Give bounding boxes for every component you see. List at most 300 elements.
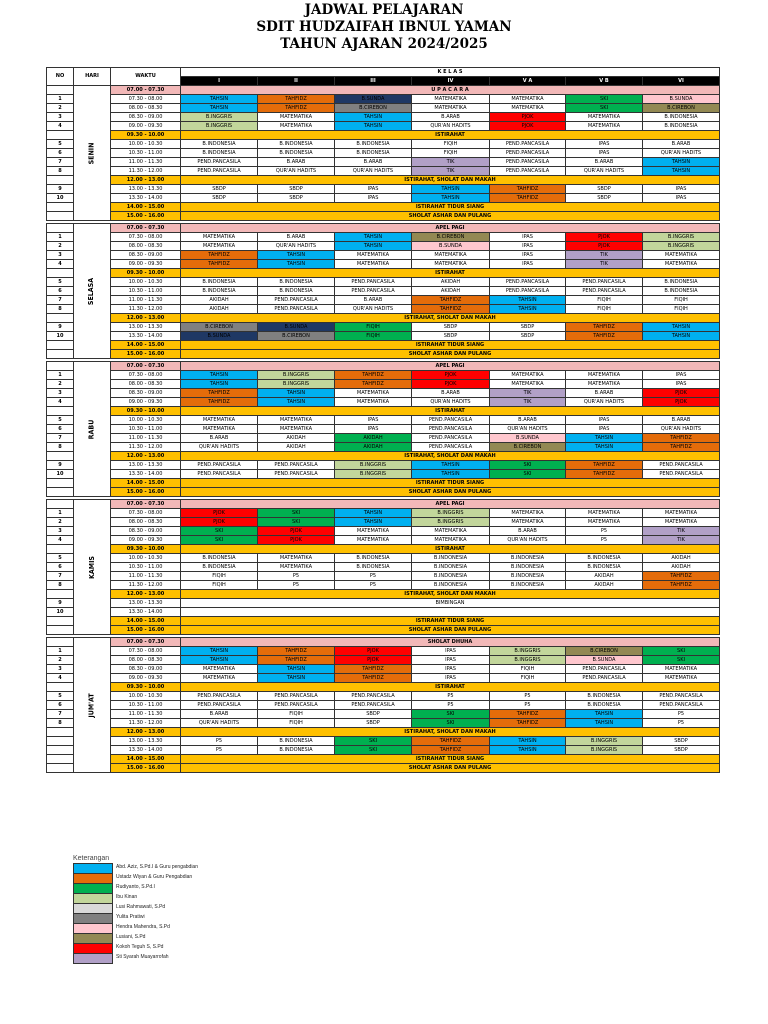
subject-cell: B.INGGRIS bbox=[181, 113, 258, 122]
span-cell: SHOLAT ASHAR DAN PULANG bbox=[181, 350, 720, 359]
subject-cell: B.INDONESIA bbox=[643, 122, 720, 131]
schedule-row bbox=[47, 674, 720, 683]
subject-cell: PJOK bbox=[643, 389, 720, 398]
period-number: 3 bbox=[47, 527, 74, 536]
subject-cell: SBDP bbox=[490, 323, 566, 332]
span-cell: SHOLAT DHUHA bbox=[181, 638, 720, 647]
subject-cell: SKI bbox=[566, 104, 643, 113]
subject-cell: MATEMATIKA bbox=[412, 527, 490, 536]
span-cell: ISTIRAHAT, SHOLAT DAN MAKAH bbox=[181, 452, 720, 461]
subject-cell: AKIDAH bbox=[181, 305, 258, 314]
subject-cell: TAHFIDZ bbox=[181, 260, 258, 269]
subject-cell: B.INDONESIA bbox=[643, 278, 720, 287]
subject-cell: MATEMATIKA bbox=[566, 113, 643, 122]
period-number: 7 bbox=[47, 572, 74, 581]
subject-cell: AKIDAH bbox=[335, 434, 412, 443]
subject-cell: PEND.PANCASILA bbox=[181, 701, 258, 710]
schedule-row bbox=[47, 194, 720, 203]
time-slot: 09.30 - 10.00 bbox=[111, 269, 181, 278]
schedule-row bbox=[47, 479, 720, 488]
span-cell: U P A C A R A bbox=[181, 86, 720, 95]
subject-cell: SKI bbox=[643, 647, 720, 656]
subject-cell: PEND.PANCASILA bbox=[335, 701, 412, 710]
schedule-row bbox=[47, 638, 720, 647]
subject-cell: PEND.PANCASILA bbox=[412, 416, 490, 425]
subject-cell: PEND.PANCASILA bbox=[258, 461, 335, 470]
subject-cell: MATEMATIKA bbox=[490, 380, 566, 389]
period-number bbox=[47, 764, 74, 773]
subject-cell: B.ARAB bbox=[566, 389, 643, 398]
subject-cell: PJOK bbox=[335, 647, 412, 656]
subject-cell: B.INDONESIA bbox=[566, 692, 643, 701]
schedule-row bbox=[47, 701, 720, 710]
legend-teacher: Kokoh Teguh S, S.Pd bbox=[116, 944, 164, 950]
subject-cell: PEND.PANCASILA bbox=[412, 425, 490, 434]
period-number bbox=[47, 341, 74, 350]
period-number: 8 bbox=[47, 305, 74, 314]
subject-cell: FIQIH bbox=[412, 140, 490, 149]
subject-cell: PJOK bbox=[181, 518, 258, 527]
subject-cell: MATEMATIKA bbox=[490, 104, 566, 113]
span-cell: BIMBINGAN bbox=[181, 599, 720, 608]
schedule-row bbox=[47, 140, 720, 149]
subject-cell: QUR'AN HADITS bbox=[181, 443, 258, 452]
subject-cell: MATEMATIKA bbox=[181, 425, 258, 434]
time-slot: 10.30 - 11.00 bbox=[111, 287, 181, 296]
subject-cell: AKIDAH bbox=[181, 296, 258, 305]
subject-cell: B.ARAB bbox=[258, 233, 335, 242]
period-number: 6 bbox=[47, 563, 74, 572]
schedule-row bbox=[47, 371, 720, 380]
subject-cell: B.INDONESIA bbox=[258, 278, 335, 287]
header-no: NO bbox=[47, 68, 74, 86]
subject-cell: B.INDONESIA bbox=[258, 140, 335, 149]
subject-cell: AKIDAH bbox=[258, 434, 335, 443]
subject-cell: PJOK bbox=[643, 398, 720, 407]
subject-cell: TAHFIDZ bbox=[643, 572, 720, 581]
schedule-row bbox=[47, 260, 720, 269]
subject-cell: B.INDONESIA bbox=[181, 554, 258, 563]
subject-cell: MATEMATIKA bbox=[258, 563, 335, 572]
subject-cell: TAHFIDZ bbox=[181, 398, 258, 407]
period-number: 2 bbox=[47, 104, 74, 113]
day-label bbox=[74, 500, 111, 635]
subject-cell: MATEMATIKA bbox=[566, 509, 643, 518]
span-cell: SHOLAT ASHAR DAN PULANG bbox=[181, 212, 720, 221]
subject-cell: TAHSIN bbox=[258, 260, 335, 269]
subject-cell: PEND.PANCASILA bbox=[258, 470, 335, 479]
subject-cell: FIQIH bbox=[335, 323, 412, 332]
time-slot: 13.00 - 13.30 bbox=[111, 185, 181, 194]
subject-cell: PEND.PANCASILA bbox=[490, 158, 566, 167]
subject-cell: MATEMATIKA bbox=[566, 518, 643, 527]
subject-cell: TAHFIDZ bbox=[566, 332, 643, 341]
schedule-row bbox=[47, 590, 720, 599]
subject-cell: MATEMATIKA bbox=[490, 95, 566, 104]
subject-cell: MATEMATIKA bbox=[258, 113, 335, 122]
time-slot: 11.00 - 11.30 bbox=[111, 158, 181, 167]
subject-cell: B.INDONESIA bbox=[258, 737, 335, 746]
schedule-table bbox=[46, 67, 720, 773]
subject-cell: PEND.PANCASILA bbox=[181, 158, 258, 167]
period-number bbox=[47, 224, 74, 233]
time-slot: 07.30 - 08.00 bbox=[111, 233, 181, 242]
subject-cell: B.INDONESIA bbox=[335, 554, 412, 563]
subject-cell: AKIDAH bbox=[335, 443, 412, 452]
span-cell: APEL PAGI bbox=[181, 500, 720, 509]
time-slot: 13.00 - 13.30 bbox=[111, 461, 181, 470]
schedule-row bbox=[47, 656, 720, 665]
subject-cell: TAHFIDZ bbox=[335, 380, 412, 389]
subject-cell: B.INGGRIS bbox=[490, 647, 566, 656]
header-hari: HARI bbox=[74, 68, 111, 86]
time-slot: 12.00 - 13.00 bbox=[111, 314, 181, 323]
subject-cell: MATEMATIKA bbox=[335, 251, 412, 260]
legend-teacher: Yulita Pratiwi bbox=[116, 914, 145, 920]
class-header: IV bbox=[412, 77, 490, 86]
schedule-row bbox=[47, 380, 720, 389]
subject-cell: IPAS bbox=[566, 140, 643, 149]
subject-cell: TAHFIDZ bbox=[258, 656, 335, 665]
subject-cell: MATEMATIKA bbox=[335, 389, 412, 398]
subject-cell: SBDP bbox=[258, 185, 335, 194]
period-number: 9 bbox=[47, 599, 74, 608]
subject-cell: PEND.PANCASILA bbox=[258, 305, 335, 314]
time-slot: 13.30 - 14.00 bbox=[111, 746, 181, 755]
subject-cell: MATEMATIKA bbox=[643, 260, 720, 269]
schedule-row bbox=[47, 416, 720, 425]
period-number: 4 bbox=[47, 398, 74, 407]
subject-cell: AKIDAH bbox=[258, 443, 335, 452]
subject-cell: PEND.PANCASILA bbox=[258, 701, 335, 710]
class-header: VI bbox=[643, 77, 720, 86]
legend-teacher: Lusi Rahmawati, S.Pd bbox=[116, 904, 166, 910]
time-slot: 10.00 - 10.30 bbox=[111, 554, 181, 563]
subject-cell: B.CIREBON bbox=[412, 233, 490, 242]
subject-cell: B.INDONESIA bbox=[335, 140, 412, 149]
subject-cell: B.SUNDA bbox=[643, 95, 720, 104]
subject-cell: FIQIH bbox=[643, 296, 720, 305]
subject-cell: B.INGGRIS bbox=[412, 518, 490, 527]
period-number bbox=[47, 314, 74, 323]
period-number bbox=[47, 638, 74, 647]
schedule-row bbox=[47, 626, 720, 635]
subject-cell: PEND.PANCASILA bbox=[181, 692, 258, 701]
subject-cell: B.INDONESIA bbox=[181, 563, 258, 572]
subject-cell: TAHSIN bbox=[566, 710, 643, 719]
period-number: 2 bbox=[47, 242, 74, 251]
schedule-row bbox=[47, 104, 720, 113]
subject-cell: AKIDAH bbox=[412, 287, 490, 296]
subject-cell: TAHSIN bbox=[412, 461, 490, 470]
subject-cell: PJOK bbox=[566, 233, 643, 242]
subject-cell: SBDP bbox=[412, 323, 490, 332]
period-number: 10 bbox=[47, 332, 74, 341]
schedule-row bbox=[47, 527, 720, 536]
subject-cell: TAHFIDZ bbox=[643, 443, 720, 452]
span-cell: ISTIRAHAT, SHOLAT DAN MAKAH bbox=[181, 176, 720, 185]
span-cell: ISTIRAHAT bbox=[181, 683, 720, 692]
subject-cell: IPAS bbox=[490, 251, 566, 260]
subject-cell: SKI bbox=[258, 518, 335, 527]
period-number: 10 bbox=[47, 608, 74, 617]
subject-cell: MATEMATIKA bbox=[335, 536, 412, 545]
time-slot: 08.30 - 09.00 bbox=[111, 527, 181, 536]
period-number: 1 bbox=[47, 647, 74, 656]
subject-cell: TAHSIN bbox=[490, 305, 566, 314]
subject-cell: B.INDONESIA bbox=[566, 554, 643, 563]
day-label bbox=[74, 362, 111, 497]
time-slot: 08.00 - 08.30 bbox=[111, 656, 181, 665]
subject-cell: AKIDAH bbox=[643, 554, 720, 563]
schedule-row bbox=[47, 461, 720, 470]
schedule-row bbox=[47, 113, 720, 122]
schedule-row bbox=[47, 224, 720, 233]
time-slot: 13.00 - 13.30 bbox=[111, 323, 181, 332]
schedule-row bbox=[47, 488, 720, 497]
subject-cell: QUR'AN HADITS bbox=[490, 536, 566, 545]
subject-cell: TAHFIDZ bbox=[335, 665, 412, 674]
class-header: V A bbox=[490, 77, 566, 86]
schedule-row bbox=[47, 443, 720, 452]
day-label bbox=[74, 86, 111, 221]
subject-cell: MATEMATIKA bbox=[643, 518, 720, 527]
time-slot: 07.00 - 07.30 bbox=[111, 362, 181, 371]
subject-cell: B.INDONESIA bbox=[412, 572, 490, 581]
time-slot: 09.00 - 09.30 bbox=[111, 122, 181, 131]
subject-cell: B.INDONESIA bbox=[258, 287, 335, 296]
subject-cell: B.INDONESIA bbox=[181, 149, 258, 158]
subject-cell: TAHFIDZ bbox=[335, 674, 412, 683]
subject-cell: B.INDONESIA bbox=[181, 140, 258, 149]
subject-cell: SBDP bbox=[566, 194, 643, 203]
subject-cell: SBDP bbox=[643, 737, 720, 746]
period-number bbox=[47, 212, 74, 221]
time-slot: 10.30 - 11.00 bbox=[111, 149, 181, 158]
time-slot: 07.30 - 08.00 bbox=[111, 509, 181, 518]
subject-cell: TAHSIN bbox=[566, 443, 643, 452]
subject-cell: SBDP bbox=[181, 194, 258, 203]
period-number: 5 bbox=[47, 692, 74, 701]
time-slot: 08.30 - 09.00 bbox=[111, 113, 181, 122]
subject-cell: PJOK bbox=[412, 371, 490, 380]
schedule-row bbox=[47, 452, 720, 461]
time-slot: 07.30 - 08.00 bbox=[111, 95, 181, 104]
time-slot: 09.30 - 10.00 bbox=[111, 683, 181, 692]
schedule-row bbox=[47, 389, 720, 398]
time-slot: 14.00 - 15.00 bbox=[111, 203, 181, 212]
subject-cell: P5 bbox=[490, 692, 566, 701]
subject-cell: TAHFIDZ bbox=[181, 389, 258, 398]
subject-cell: PEND.PANCASILA bbox=[181, 470, 258, 479]
subject-cell: IPAS bbox=[412, 665, 490, 674]
subject-cell: TIK bbox=[490, 389, 566, 398]
subject-cell: TAHSIN bbox=[335, 113, 412, 122]
subject-cell: PEND.PANCASILA bbox=[412, 434, 490, 443]
time-slot: 08.30 - 09.00 bbox=[111, 389, 181, 398]
subject-cell: B.CIREBON bbox=[643, 104, 720, 113]
subject-cell: TAHSIN bbox=[412, 194, 490, 203]
subject-cell: TIK bbox=[566, 260, 643, 269]
subject-cell: FIQIH bbox=[258, 710, 335, 719]
schedule-row bbox=[47, 746, 720, 755]
subject-cell: SBDP bbox=[643, 746, 720, 755]
subject-cell: TAHFIDZ bbox=[412, 296, 490, 305]
subject-cell: MATEMATIKA bbox=[335, 260, 412, 269]
subject-cell: TAHSIN bbox=[643, 332, 720, 341]
subject-cell: FIQIH bbox=[643, 305, 720, 314]
period-number: 4 bbox=[47, 536, 74, 545]
subject-cell: B.ARAB bbox=[412, 113, 490, 122]
class-header: III bbox=[335, 77, 412, 86]
subject-cell: FIQIH bbox=[566, 296, 643, 305]
class-header: I bbox=[181, 77, 258, 86]
subject-cell: B.INGGRIS bbox=[566, 746, 643, 755]
subject-cell: TAHSIN bbox=[181, 371, 258, 380]
time-slot: 11.30 - 12.00 bbox=[111, 581, 181, 590]
day-label bbox=[74, 224, 111, 359]
schedule-row bbox=[47, 122, 720, 131]
subject-cell: TAHSIN bbox=[643, 158, 720, 167]
time-slot: 15.00 - 16.00 bbox=[111, 488, 181, 497]
period-number bbox=[47, 737, 74, 746]
subject-cell: B.ARAB bbox=[643, 416, 720, 425]
subject-cell: TAHSIN bbox=[181, 647, 258, 656]
schedule-row bbox=[47, 500, 720, 509]
subject-cell: TAHSIN bbox=[566, 719, 643, 728]
period-number: 1 bbox=[47, 95, 74, 104]
subject-cell: TAHSIN bbox=[412, 470, 490, 479]
time-slot: 07.00 - 07.30 bbox=[111, 500, 181, 509]
period-number: 2 bbox=[47, 518, 74, 527]
subject-cell: P5 bbox=[181, 737, 258, 746]
period-number bbox=[47, 545, 74, 554]
subject-cell: TAHSIN bbox=[335, 242, 412, 251]
subject-cell: TAHFIDZ bbox=[258, 95, 335, 104]
subject-cell: SKI bbox=[258, 509, 335, 518]
subject-cell: PEND.PANCASILA bbox=[566, 665, 643, 674]
subject-cell: IPAS bbox=[412, 674, 490, 683]
subject-cell: SKI bbox=[412, 719, 490, 728]
subject-cell: MATEMATIKA bbox=[412, 104, 490, 113]
schedule-row bbox=[47, 728, 720, 737]
schedule-row bbox=[47, 323, 720, 332]
subject-cell: TAHSIN bbox=[566, 434, 643, 443]
subject-cell: TAHFIDZ bbox=[643, 581, 720, 590]
time-slot: 08.00 - 08.30 bbox=[111, 380, 181, 389]
span-cell: ISTIRAHAT bbox=[181, 269, 720, 278]
subject-cell: B.SUNDA bbox=[566, 656, 643, 665]
subject-cell: IPAS bbox=[643, 194, 720, 203]
period-number bbox=[47, 683, 74, 692]
subject-cell: SKI bbox=[181, 527, 258, 536]
subject-cell: TAHSIN bbox=[258, 674, 335, 683]
period-number bbox=[47, 269, 74, 278]
period-number bbox=[47, 500, 74, 509]
schedule-row bbox=[47, 269, 720, 278]
schedule-row bbox=[47, 572, 720, 581]
time-slot: 07.00 - 07.30 bbox=[111, 638, 181, 647]
subject-cell: B.INDONESIA bbox=[566, 701, 643, 710]
period-number: 7 bbox=[47, 158, 74, 167]
subject-cell: B.INDONESIA bbox=[490, 563, 566, 572]
period-number: 8 bbox=[47, 167, 74, 176]
subject-cell: TAHFIDZ bbox=[258, 647, 335, 656]
schedule-row bbox=[47, 287, 720, 296]
day-name: SELASA bbox=[87, 277, 96, 305]
time-slot: 09.30 - 10.00 bbox=[111, 131, 181, 140]
subject-cell: B.INGGRIS bbox=[258, 371, 335, 380]
subject-cell: IPAS bbox=[643, 380, 720, 389]
period-number bbox=[47, 131, 74, 140]
time-slot: 13.30 - 14.00 bbox=[111, 608, 181, 617]
subject-cell: B.INDONESIA bbox=[412, 563, 490, 572]
time-slot: 11.30 - 12.00 bbox=[111, 305, 181, 314]
header-waktu: WAKTU bbox=[111, 68, 181, 86]
title-line-2: SDIT HUDZAIFAH IBNUL YAMAN bbox=[256, 19, 512, 35]
subject-cell: P5 bbox=[258, 581, 335, 590]
schedule-row bbox=[47, 362, 720, 371]
period-number bbox=[47, 407, 74, 416]
legend-teacher: Ustadz Wiyan & Guru Pengabdian bbox=[116, 874, 193, 880]
subject-cell: MATEMATIKA bbox=[566, 371, 643, 380]
subject-cell: PEND.PANCASILA bbox=[335, 692, 412, 701]
period-number bbox=[47, 746, 74, 755]
subject-cell: MATEMATIKA bbox=[258, 416, 335, 425]
period-number: 5 bbox=[47, 554, 74, 563]
schedule-row bbox=[47, 212, 720, 221]
schedule-row bbox=[47, 149, 720, 158]
time-slot: 09.00 - 09.30 bbox=[111, 398, 181, 407]
schedule-row bbox=[47, 536, 720, 545]
span-cell: APEL PAGI bbox=[181, 362, 720, 371]
subject-cell: P5 bbox=[566, 536, 643, 545]
subject-cell: QUR'AN HADITS bbox=[181, 719, 258, 728]
subject-cell: B.INDONESIA bbox=[412, 554, 490, 563]
period-number bbox=[47, 452, 74, 461]
subject-cell: MATEMATIKA bbox=[412, 536, 490, 545]
span-cell: SHOLAT ASHAR DAN PULANG bbox=[181, 488, 720, 497]
period-number: 5 bbox=[47, 278, 74, 287]
legend-teacher: Abd. Aziz, S.Pd.I & Guru pengabdian bbox=[116, 864, 198, 870]
subject-cell: MATEMATIKA bbox=[566, 122, 643, 131]
time-slot: 10.30 - 11.00 bbox=[111, 563, 181, 572]
subject-cell: P5 bbox=[412, 701, 490, 710]
subject-cell: IPAS bbox=[335, 425, 412, 434]
schedule-row bbox=[47, 233, 720, 242]
period-number: 7 bbox=[47, 710, 74, 719]
time-slot: 11.00 - 11.30 bbox=[111, 434, 181, 443]
period-number: 5 bbox=[47, 416, 74, 425]
subject-cell: TAHSIN bbox=[335, 509, 412, 518]
span-cell: ISTIRAHAT TIDUR SIANG bbox=[181, 617, 720, 626]
schedule-row bbox=[47, 683, 720, 692]
time-slot: 10.00 - 10.30 bbox=[111, 416, 181, 425]
time-slot: 12.00 - 13.00 bbox=[111, 452, 181, 461]
subject-cell: QUR'AN HADITS bbox=[643, 425, 720, 434]
subject-cell: TAHSIN bbox=[181, 95, 258, 104]
schedule-row bbox=[47, 341, 720, 350]
span-cell: ISTIRAHAT TIDUR SIANG bbox=[181, 341, 720, 350]
period-number: 1 bbox=[47, 509, 74, 518]
subject-cell: P5 bbox=[412, 692, 490, 701]
period-number: 6 bbox=[47, 701, 74, 710]
subject-cell: TAHFIDZ bbox=[490, 194, 566, 203]
period-number: 3 bbox=[47, 665, 74, 674]
subject-cell: B.SUNDA bbox=[258, 323, 335, 332]
schedule-row bbox=[47, 434, 720, 443]
schedule-row bbox=[47, 764, 720, 773]
